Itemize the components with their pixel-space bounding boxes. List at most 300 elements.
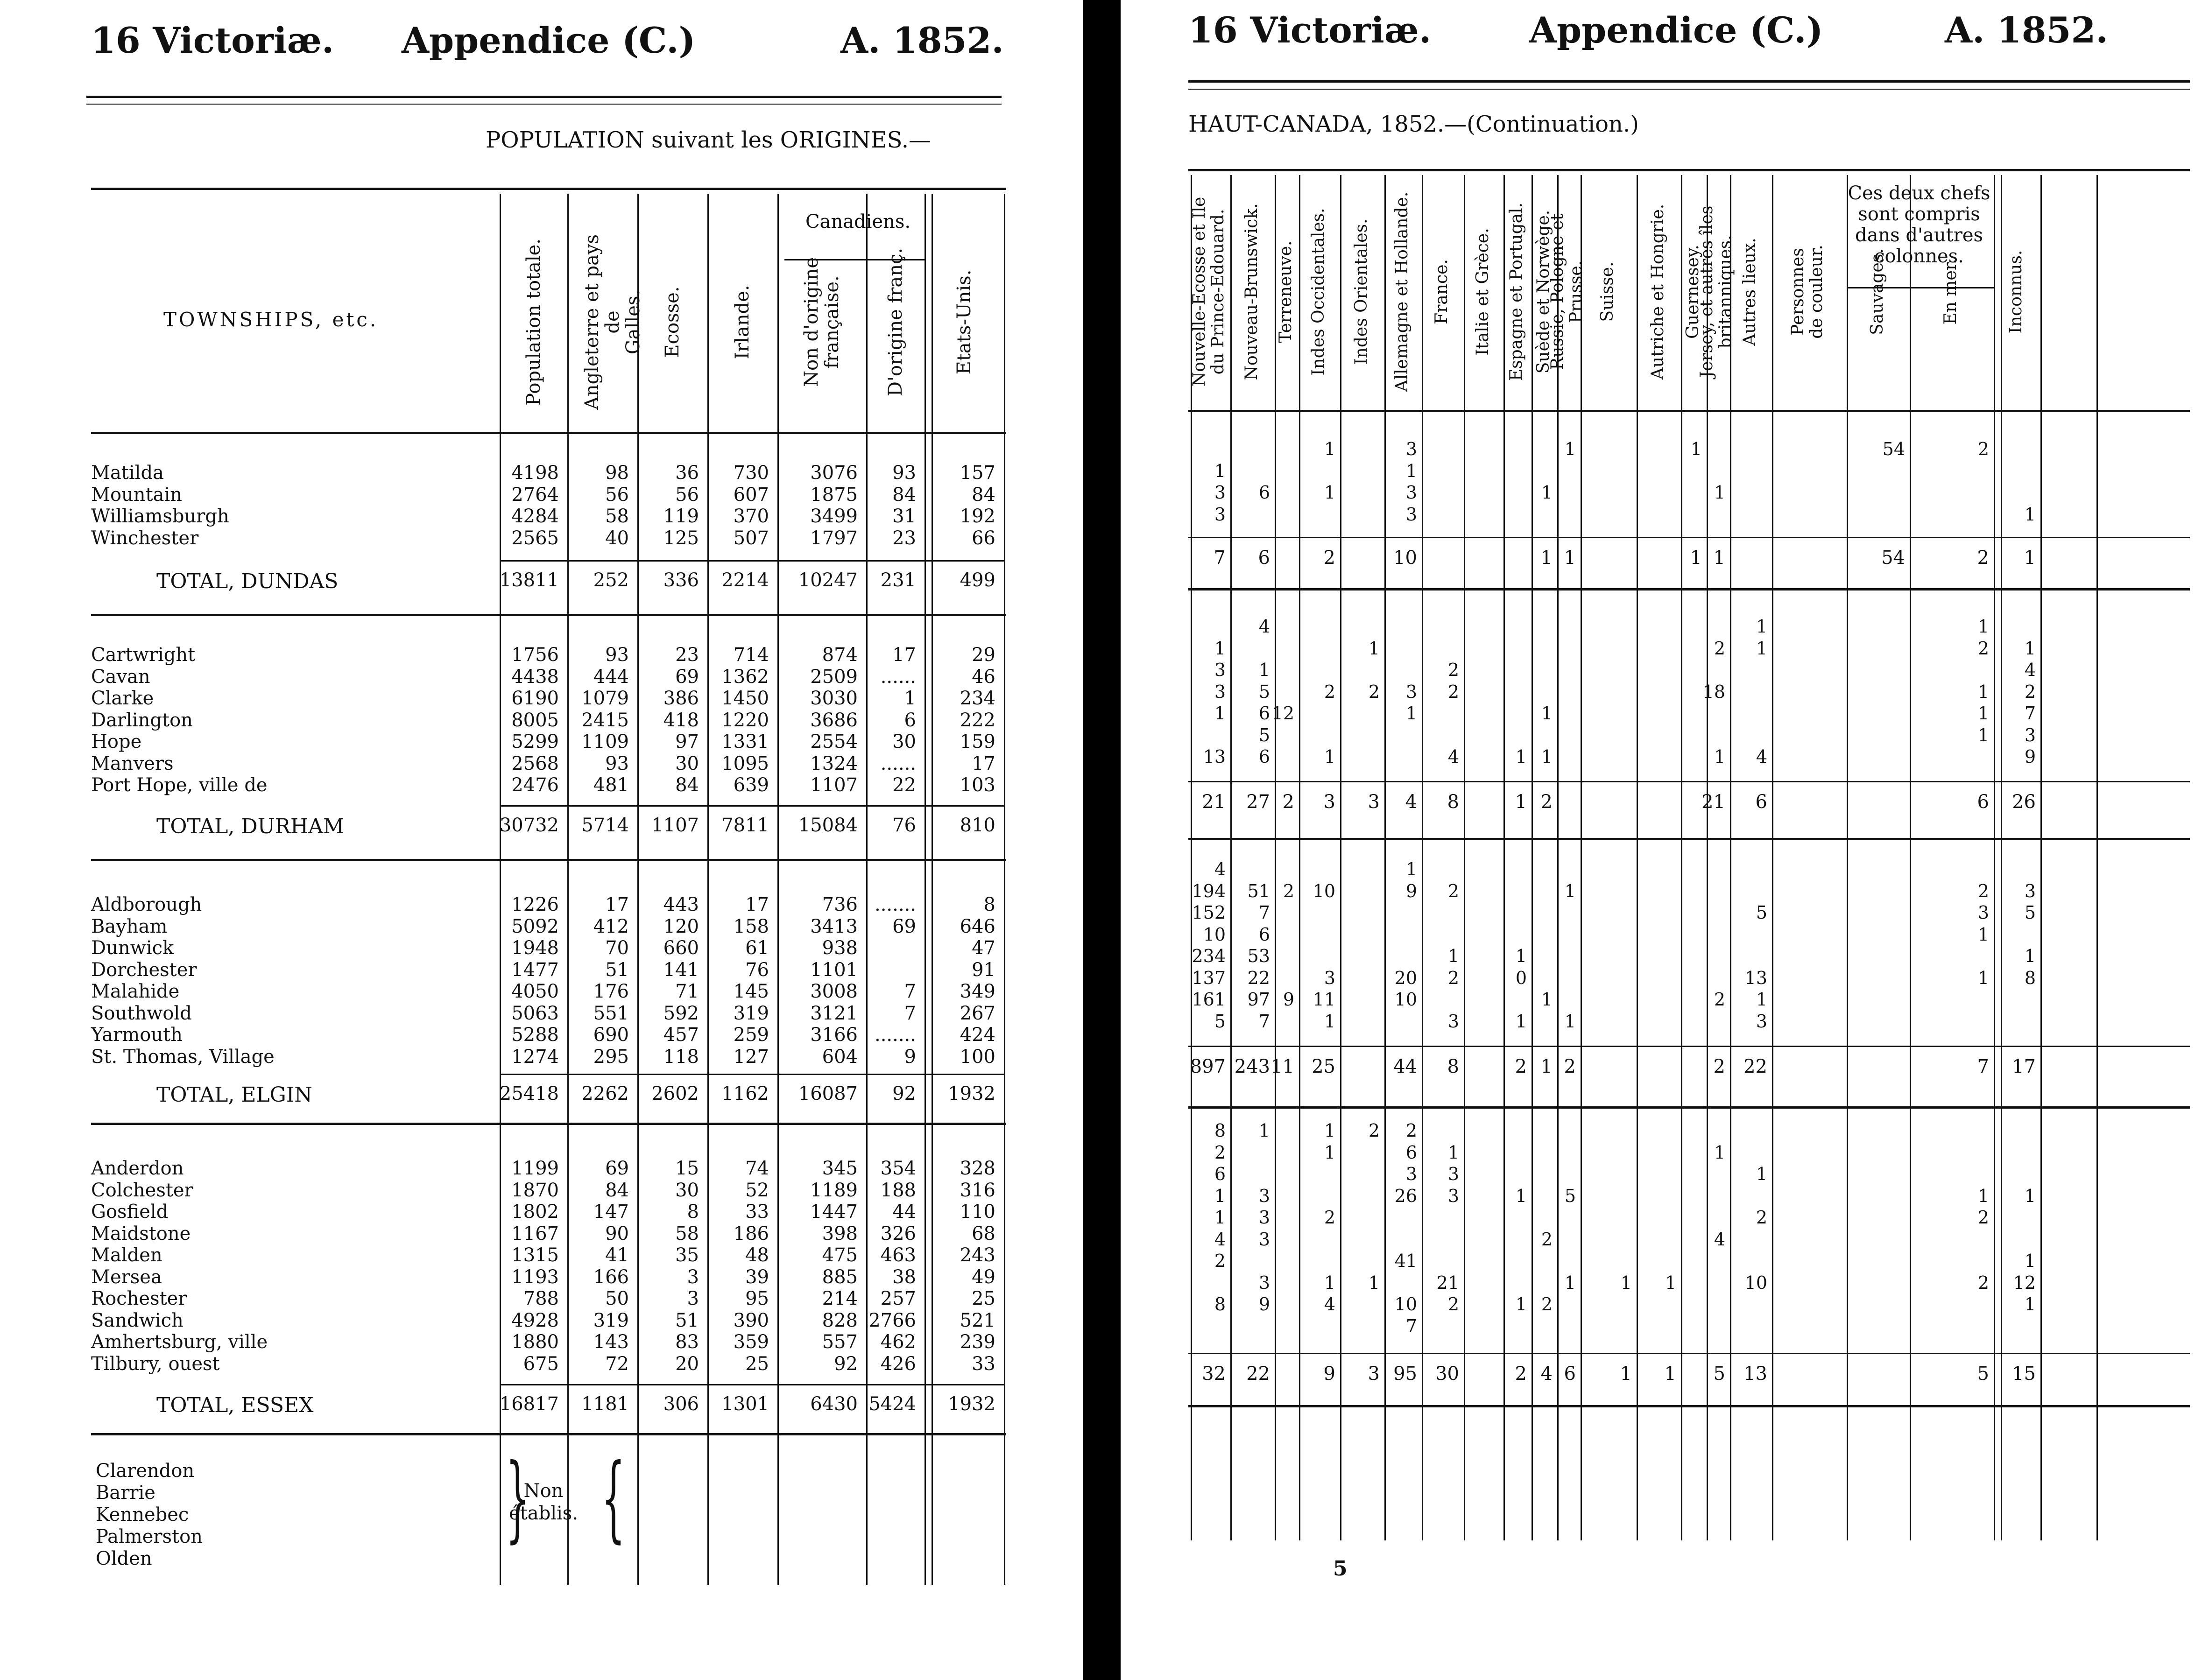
left-total-cell: 13811 — [499, 569, 559, 591]
left-cell: 157 — [960, 462, 995, 484]
left-cell: 76 — [745, 959, 769, 981]
right-cell: 3 — [1405, 1164, 1417, 1184]
left-cell: 3030 — [810, 688, 858, 709]
left-cell: 788 — [523, 1288, 559, 1309]
left-cell: 1870 — [511, 1179, 559, 1201]
left-row-label: Gosfield — [91, 1201, 169, 1223]
right-total-cell: 6 — [1258, 547, 1270, 569]
right-cell: 3 — [1977, 902, 1989, 923]
right-cell: 1 — [2024, 1251, 2036, 1271]
right-col-rule-3 — [1299, 175, 1300, 1540]
left-col-rule-7 — [1004, 194, 1005, 1585]
left-col-rule-0 — [500, 194, 501, 1585]
left-cell: 1875 — [810, 484, 858, 506]
left-row-label: Cartwright — [91, 644, 196, 666]
right-total-rule — [1188, 781, 2190, 782]
right-year-header: A. 1852. — [1945, 9, 2108, 51]
right-cell: 234 — [1192, 946, 1226, 966]
right-cell: 2 — [1214, 1251, 1226, 1271]
right-total-cell: 22 — [1743, 1056, 1767, 1077]
right-cell: 2 — [1541, 1229, 1553, 1250]
right-cell: 1 — [1756, 989, 1767, 1010]
right-cell: 0 — [1515, 967, 1527, 988]
left-cell: 30 — [675, 752, 699, 774]
right-column-header-5: Allemagne et Hollande. — [1392, 191, 1412, 392]
left-total-cell: 15084 — [798, 815, 858, 836]
right-cell: 9 — [1405, 880, 1417, 901]
left-cell: 557 — [822, 1331, 858, 1353]
right-cell: 3 — [2024, 724, 2036, 745]
left-cell: 1450 — [721, 688, 769, 709]
right-cell: 2 — [1368, 681, 1380, 702]
left-col-rule-6 — [925, 194, 926, 1585]
left-cell: 5092 — [511, 915, 559, 937]
right-cell: 6 — [1405, 1142, 1417, 1163]
left-row-label: Winchester — [91, 527, 199, 549]
left-cell: 1447 — [810, 1201, 858, 1223]
left-total-cell: 231 — [880, 569, 916, 591]
right-page — [1121, 0, 2195, 1680]
right-cell: 4 — [1214, 859, 1226, 879]
right-cell: 21 — [1436, 1272, 1459, 1293]
right-total-cell: 8 — [1447, 1056, 1459, 1077]
left-cell: 1199 — [511, 1158, 559, 1179]
right-cell: 3 — [1324, 967, 1335, 988]
right-column-header-6: France. — [1432, 259, 1451, 324]
binding-gutter — [1083, 0, 1121, 1680]
right-col-rule-7 — [1464, 175, 1465, 1540]
right-group-rule — [1188, 838, 2190, 840]
left-cell: 17 — [972, 752, 995, 774]
left-total-cell: 336 — [663, 569, 699, 591]
right-col-rule-4 — [1340, 175, 1341, 1540]
right-total-cell: 1 — [1664, 1363, 1676, 1385]
left-page — [0, 0, 1083, 1680]
left-cell: 2554 — [810, 731, 858, 752]
right-column-header-2: Terreneuve. — [1276, 240, 1295, 343]
right-total-cell: 4 — [1540, 1363, 1553, 1385]
left-cell: 52 — [745, 1179, 769, 1201]
left-cell: 97 — [675, 731, 699, 752]
right-cell: 1 — [1368, 1272, 1380, 1293]
left-cell: 30 — [675, 1179, 699, 1201]
right-cell: 2 — [1447, 1294, 1459, 1314]
left-cell: 41 — [605, 1244, 629, 1266]
left-cell: 386 — [663, 688, 699, 709]
right-appendix-header: Appendice (C.) — [1529, 9, 1823, 51]
left-cell: 23 — [675, 644, 699, 666]
left-cell: 17 — [745, 894, 769, 915]
right-cell: 1 — [1405, 859, 1417, 879]
right-total-cell: 8 — [1447, 791, 1459, 813]
right-col-rule-9 — [1532, 175, 1533, 1540]
right-table-title: HAUT-CANADA, 1852.—(Continuation.) — [1188, 111, 1639, 137]
right-total-cell: 1 — [1564, 547, 1576, 569]
left-cell: 95 — [745, 1288, 769, 1309]
right-cell: 194 — [1192, 880, 1226, 901]
right-cell: 1 — [1515, 946, 1527, 966]
left-cell: 259 — [733, 1024, 769, 1046]
right-cell: 1 — [1324, 439, 1335, 459]
right-cell: 11 — [1313, 989, 1335, 1010]
left-cell: 58 — [605, 506, 629, 527]
left-row-label: Bayham — [91, 915, 168, 937]
left-cell: 50 — [605, 1288, 629, 1309]
left-row-label: Malahide — [91, 981, 180, 1002]
left-cell: 3076 — [810, 462, 858, 484]
left-cell: 426 — [880, 1353, 916, 1375]
right-cell: 13 — [1744, 967, 1767, 988]
left-cell: 319 — [593, 1309, 629, 1331]
right-cell: 1 — [1324, 1142, 1335, 1163]
left-cell: 2415 — [581, 709, 629, 731]
left-cell: 326 — [880, 1223, 916, 1244]
right-column-header-17: Sauvages. — [1867, 248, 1887, 335]
right-total-cell: 1 — [1690, 547, 1702, 569]
right-total-cell: 2 — [1564, 1056, 1576, 1077]
right-total-cell: 95 — [1393, 1363, 1417, 1385]
left-col-rule-5 — [866, 194, 868, 1585]
right-cell: 18 — [1702, 681, 1725, 702]
left-cell: 1802 — [511, 1201, 559, 1223]
right-cell: 2 — [1368, 1120, 1380, 1141]
right-cell: 41 — [1394, 1251, 1417, 1271]
left-row-label: Barrie — [96, 1482, 155, 1504]
right-cell: 1 — [1977, 1185, 1989, 1206]
left-total-cell: 92 — [892, 1083, 916, 1104]
left-table-title: POPULATION suivant les ORIGINES.— — [486, 127, 932, 153]
left-cell: 74 — [745, 1158, 769, 1179]
right-col-rule-20 — [2040, 175, 2042, 1540]
right-cell: 4 — [1756, 746, 1767, 767]
left-cell: 463 — [880, 1244, 916, 1266]
left-total-cell: 252 — [593, 569, 629, 591]
left-cell: 328 — [960, 1158, 995, 1179]
left-cell: 49 — [972, 1266, 995, 1288]
right-total-cell: 2 — [1515, 1056, 1527, 1077]
left-row-label: Dunwick — [91, 937, 174, 959]
right-column-header-1: Nouveau-Brunswick. — [1242, 203, 1261, 380]
right-cell: 54 — [1882, 439, 1905, 459]
right-total-cell: 11 — [1270, 1056, 1294, 1077]
right-cell: 1 — [1515, 746, 1527, 767]
left-cell: 3 — [687, 1266, 699, 1288]
left-total-label: TOTAL, DURHAM — [156, 815, 345, 838]
left-group-rule — [91, 859, 1006, 861]
left-cell: 92 — [834, 1353, 858, 1375]
left-row-label: Anderdon — [91, 1158, 184, 1179]
left-cell: 125 — [663, 527, 699, 549]
right-cell: 2 — [2024, 681, 2036, 702]
right-cell: 3 — [1447, 1164, 1459, 1184]
right-cell: 5 — [1258, 681, 1270, 702]
right-total-cell: 13 — [1743, 1363, 1767, 1385]
right-col-rule-21 — [2096, 175, 2098, 1540]
right-total-cell: 6 — [1564, 1363, 1576, 1385]
left-stub-header: TOWNSHIPS, etc. — [163, 308, 379, 331]
left-cell: 147 — [593, 1201, 629, 1223]
right-col-rule-17 — [1847, 175, 1848, 1540]
right-column-header-4: Indes Orientales. — [1351, 218, 1371, 365]
right-cell: 20 — [1394, 967, 1417, 988]
right-column-header-3: Indes Occidentales. — [1309, 208, 1328, 376]
left-cell: 4928 — [511, 1309, 559, 1331]
left-cell: 359 — [733, 1331, 769, 1353]
left-cell: 38 — [892, 1266, 916, 1288]
right-cell: 3 — [1405, 681, 1417, 702]
left-cell: 6190 — [511, 688, 559, 709]
left-cell: 1797 — [810, 527, 858, 549]
left-row-label: Clarendon — [96, 1460, 195, 1482]
right-header-bottom-rule — [1188, 410, 2190, 412]
right-cell: 2 — [1214, 1142, 1226, 1163]
left-cell: 93 — [605, 752, 629, 774]
left-cell: 354 — [880, 1158, 916, 1179]
right-cell: 2 — [1977, 1207, 1989, 1228]
right-cell: 1 — [1214, 1207, 1226, 1228]
right-cell: 1 — [2024, 1294, 2036, 1314]
left-cell: 2568 — [511, 752, 559, 774]
left-cell: 9 — [904, 1046, 916, 1068]
right-cell: 1 — [1258, 1120, 1270, 1141]
right-total-rule — [1188, 1353, 2190, 1354]
left-cell: 35 — [675, 1244, 699, 1266]
right-cell: 12 — [1271, 703, 1294, 724]
left-row-label: Mountain — [91, 484, 183, 506]
left-cell: 120 — [663, 915, 699, 937]
left-cell: 222 — [960, 709, 995, 731]
right-cell: 2 — [1324, 1207, 1335, 1228]
right-cell: 2 — [1541, 1294, 1553, 1314]
left-cell: 2764 — [511, 484, 559, 506]
left-cell: 1109 — [581, 731, 629, 752]
left-column-header-0: Population totale. — [522, 238, 544, 406]
left-cell: 22 — [892, 774, 916, 796]
left-cell: 93 — [892, 462, 916, 484]
left-group-rule — [91, 1123, 1006, 1125]
right-cell: 6 — [1258, 746, 1270, 767]
right-total-cell: 7 — [1214, 547, 1226, 569]
left-cell: 33 — [972, 1353, 995, 1375]
left-column-header-2: Ecosse. — [662, 286, 683, 358]
left-cell: 1167 — [511, 1223, 559, 1244]
right-cell: 3 — [1447, 1185, 1459, 1206]
right-total-cell: 9 — [1323, 1363, 1335, 1385]
right-table-top-rule — [1188, 169, 2190, 171]
left-cell: 84 — [675, 774, 699, 796]
right-total-cell: 3 — [1368, 1363, 1380, 1385]
left-group-rule — [91, 614, 1006, 616]
right-cell: 5 — [1258, 724, 1270, 745]
right-cell: 6 — [1214, 1164, 1226, 1184]
left-cell: 100 — [960, 1046, 995, 1068]
right-total-cell: 2 — [1282, 791, 1294, 813]
right-col-rule-1 — [1230, 175, 1232, 1540]
left-cell: 639 — [733, 774, 769, 796]
left-cell: 398 — [822, 1223, 858, 1244]
right-cell: 9 — [1258, 1294, 1270, 1314]
left-row-label: Sandwich — [91, 1309, 184, 1331]
left-row-label: Mersea — [91, 1266, 162, 1288]
left-cell: 295 — [593, 1046, 629, 1068]
left-cell: 8 — [687, 1201, 699, 1223]
left-total-label: TOTAL, ELGIN — [156, 1083, 312, 1107]
left-total-cell: 1301 — [721, 1393, 769, 1415]
right-cell: 2 — [1405, 1120, 1417, 1141]
right-cell: 1 — [1714, 482, 1725, 503]
right-header-rule-2 — [1188, 89, 2190, 90]
right-cell: 1 — [1714, 1142, 1725, 1163]
right-col-rule-13 — [1681, 175, 1682, 1540]
left-total-cell: 1932 — [948, 1083, 995, 1104]
right-cell: 2 — [1756, 1207, 1767, 1228]
right-total-cell: 2 — [1713, 1056, 1725, 1077]
left-cell: 3413 — [810, 915, 858, 937]
left-row-label: Williamsburgh — [91, 506, 229, 527]
left-cell: 83 — [675, 1331, 699, 1353]
right-cell: 3 — [1447, 1011, 1459, 1032]
left-cell: 48 — [745, 1244, 769, 1266]
left-cell: 118 — [663, 1046, 699, 1068]
left-total-cell: 76 — [892, 815, 916, 836]
left-cell: 110 — [960, 1201, 995, 1223]
right-cell: 1 — [2024, 1185, 2036, 1206]
left-total-cell: 1181 — [581, 1393, 629, 1415]
left-cell: 1193 — [511, 1266, 559, 1288]
right-cell: 3 — [1214, 482, 1226, 503]
left-cell: 119 — [663, 506, 699, 527]
left-cell: 607 — [733, 484, 769, 506]
left-cell: 1 — [904, 688, 916, 709]
left-cell: 90 — [605, 1223, 629, 1244]
left-cell: 4050 — [511, 981, 559, 1002]
right-total-cell: 897 — [1190, 1056, 1226, 1077]
left-row-label: Rochester — [91, 1288, 187, 1309]
right-cell: 1 — [2024, 638, 2036, 659]
right-cell: 161 — [1192, 989, 1226, 1010]
right-total-cell: 7 — [1977, 1056, 1989, 1077]
right-column-header-0: Nouvelle-Ecosse et Ile du Prince-Edouard. — [1189, 197, 1228, 387]
right-cell: 152 — [1192, 902, 1226, 923]
left-cell: 25 — [745, 1353, 769, 1375]
right-cell: 2 — [1977, 638, 1989, 659]
left-column-header-4: Non d'origine française. — [801, 257, 843, 387]
right-cell: 51 — [1247, 880, 1270, 901]
left-cell: 3008 — [810, 981, 858, 1002]
left-cell: 58 — [675, 1223, 699, 1244]
right-cell: 6 — [1258, 482, 1270, 503]
right-cell: 1 — [1214, 703, 1226, 724]
left-cell: 1477 — [511, 959, 559, 981]
right-cell: 1 — [1447, 946, 1459, 966]
left-cell: 345 — [822, 1158, 858, 1179]
left-cell: 5299 — [511, 731, 559, 752]
left-cell: 158 — [733, 915, 769, 937]
left-cell: 257 — [880, 1288, 916, 1309]
right-cell: 2 — [1977, 1272, 1989, 1293]
left-cell: 39 — [745, 1266, 769, 1288]
left-cell: 1948 — [511, 937, 559, 959]
left-cell: 71 — [675, 981, 699, 1002]
right-col-rule-19 — [1994, 175, 1995, 1540]
left-total-cell: 1932 — [948, 1393, 995, 1415]
left-cell: 3 — [687, 1288, 699, 1309]
right-cell: 1 — [1665, 1272, 1676, 1293]
right-cell: 1 — [1447, 1142, 1459, 1163]
left-total-cell: 2602 — [651, 1083, 699, 1104]
left-cell: 418 — [663, 709, 699, 731]
right-total-cell: 6 — [1755, 791, 1767, 813]
right-cell: 6 — [1258, 703, 1270, 724]
left-cell: 1079 — [581, 688, 629, 709]
right-cell: 1 — [1405, 460, 1417, 481]
left-cell: 127 — [733, 1046, 769, 1068]
left-cell: 592 — [663, 1002, 699, 1024]
right-column-header-9: Suède et Norwège. — [1533, 210, 1553, 374]
right-cell: 7 — [2024, 703, 2036, 724]
left-cell: 44 — [892, 1201, 916, 1223]
left-row-label: Malden — [91, 1244, 162, 1266]
left-cell: 390 — [733, 1309, 769, 1331]
left-total-cell: 25418 — [499, 1083, 559, 1104]
left-cell: 15 — [675, 1158, 699, 1179]
left-cell: 7 — [904, 1002, 916, 1024]
right-cell: 6 — [1258, 924, 1270, 945]
right-total-cell: 1 — [1540, 1056, 1553, 1077]
left-cell: 1107 — [810, 774, 858, 796]
right-cell: 1 — [1541, 703, 1553, 724]
right-total-cell: 1 — [1620, 1363, 1632, 1385]
right-cell: 10 — [1394, 989, 1417, 1010]
left-table-top-rule — [91, 188, 1006, 190]
right-cell: 1 — [1977, 681, 1989, 702]
right-cell: 3 — [1405, 482, 1417, 503]
right-cell: 26 — [1394, 1185, 1417, 1206]
page-number: 5 — [1333, 1557, 1348, 1581]
left-cell: 319 — [733, 1002, 769, 1024]
left-total-cell: 6430 — [810, 1393, 858, 1415]
left-cell: 51 — [675, 1309, 699, 1331]
right-cell: 7 — [1258, 902, 1270, 923]
left-cell: 3166 — [810, 1024, 858, 1046]
right-total-cell: 1 — [1515, 791, 1527, 813]
right-cell: 9 — [2024, 746, 2036, 767]
left-total-cell: 2214 — [721, 569, 769, 591]
right-cell: 5 — [2024, 902, 2036, 923]
left-cell: 20 — [675, 1353, 699, 1375]
left-cell: 444 — [593, 666, 629, 688]
right-cell: 4 — [1258, 616, 1270, 637]
right-cell: 3 — [1214, 504, 1226, 525]
left-cell: ...... — [880, 752, 916, 774]
left-total-label: TOTAL, DUNDAS — [156, 569, 339, 593]
right-cell: 3 — [1214, 660, 1226, 680]
right-total-rule — [1188, 1046, 2190, 1047]
right-cell: 2 — [1324, 681, 1335, 702]
left-cell: 143 — [593, 1331, 629, 1353]
left-cell: 1331 — [721, 731, 769, 752]
left-cell: 33 — [745, 1201, 769, 1223]
left-cell: 145 — [733, 981, 769, 1002]
right-col-rule-12 — [1637, 175, 1638, 1540]
right-col-rule-16 — [1772, 175, 1773, 1540]
right-cell: 2 — [1447, 681, 1459, 702]
left-col-rule-1 — [567, 194, 569, 1585]
left-cell: 3499 — [810, 506, 858, 527]
right-cell: 2 — [1977, 439, 1989, 459]
left-cell: 70 — [605, 937, 629, 959]
right-cell: 1 — [1541, 482, 1553, 503]
